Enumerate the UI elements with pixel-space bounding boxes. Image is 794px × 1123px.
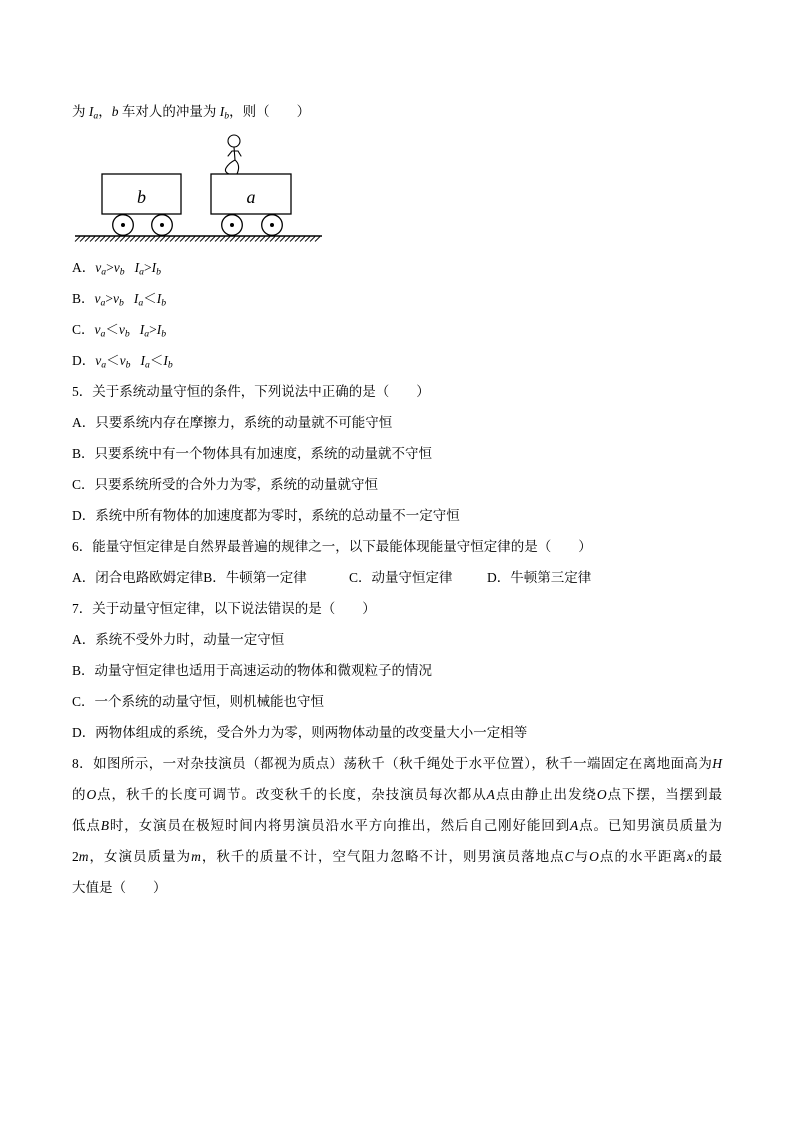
math-subscript: a bbox=[139, 266, 144, 278]
text-run: 时，女演员在极短时间内将男演员沿水平方向推出，然后自己刚好能回到 bbox=[109, 818, 570, 833]
math-variable: O bbox=[86, 787, 97, 802]
math-variable: I bbox=[151, 260, 157, 275]
ground-hatch bbox=[230, 237, 235, 242]
ground-hatch bbox=[205, 237, 210, 242]
math-subscript: a bbox=[100, 328, 106, 340]
text-run: 点由静止出发绕 bbox=[494, 787, 597, 802]
ground-hatch bbox=[295, 237, 300, 242]
ground-hatch bbox=[315, 237, 320, 242]
math-subscript: b bbox=[167, 359, 173, 371]
text-run: 点。已知男演员质量为 bbox=[578, 818, 723, 833]
ground-hatch bbox=[190, 237, 195, 242]
ground-hatch bbox=[75, 237, 80, 242]
ground-hatch bbox=[280, 237, 285, 242]
ground-hatch bbox=[215, 237, 220, 242]
math-subscript: b bbox=[161, 297, 167, 309]
math-variable: I bbox=[133, 291, 139, 306]
math-variable: v bbox=[95, 260, 102, 275]
ground-hatch bbox=[225, 237, 230, 242]
math-variable: I bbox=[219, 104, 225, 119]
text-run: B． bbox=[72, 291, 95, 306]
text-run: 8．如图所示，一对杂技演员（都视为质点）荡秋千（秋千绳处于水平位置），秋千一端固定在离地面高为 bbox=[72, 756, 713, 771]
math-variable: I bbox=[88, 104, 94, 119]
math-subscript: a bbox=[93, 110, 99, 122]
text-run: ＜ bbox=[143, 291, 157, 306]
ground-hatch bbox=[220, 237, 225, 242]
q5-option-d[interactable]: D．系统中所有物体的加速度都为零时，系统的总动量不一定守恒 bbox=[72, 508, 460, 523]
text-run: 的 bbox=[72, 787, 87, 802]
q5-option-b[interactable]: B．只要系统中有一个物体具有加速度，系统的动量就不守恒 bbox=[72, 446, 433, 461]
q4-option-b[interactable] bbox=[72, 283, 722, 314]
text-run: ＜ bbox=[105, 322, 119, 337]
math-variable: H bbox=[712, 756, 722, 771]
math-variable: v bbox=[113, 291, 119, 306]
q8-stem-line-3 bbox=[72, 810, 722, 841]
math-variable: I bbox=[139, 322, 145, 337]
q7-option-b[interactable]: B．动量守恒定律也适用于高速运动的物体和微观粒子的情况 bbox=[72, 663, 433, 678]
text-run: 2 bbox=[72, 849, 79, 864]
text-run: A． bbox=[72, 260, 96, 275]
q7-option-a[interactable]: A．系统不受外力时，动量一定守恒 bbox=[72, 632, 285, 647]
math-subscript: b bbox=[119, 266, 125, 278]
figure-legs bbox=[225, 160, 238, 174]
text-run: > bbox=[106, 260, 114, 275]
text-run: ＜ bbox=[106, 353, 120, 368]
ground-hatch bbox=[310, 237, 315, 242]
math-variable: I bbox=[134, 260, 140, 275]
cart-b-label: b bbox=[137, 187, 146, 207]
ground-hatch bbox=[245, 237, 250, 242]
ground-hatch bbox=[165, 237, 170, 242]
q6-option-c[interactable]: C．动量守恒定律 bbox=[349, 570, 453, 585]
q5-option-a[interactable]: A．只要系统内存在摩擦力，系统的动量就不可能守恒 bbox=[72, 415, 393, 430]
ground-hatch bbox=[120, 237, 125, 242]
text-run: ，则（ ） bbox=[229, 104, 311, 119]
ground-hatch bbox=[235, 237, 240, 242]
ground-hatch bbox=[150, 237, 155, 242]
math-variable: O bbox=[589, 849, 599, 864]
text-run: 点下摆，当摆到最 bbox=[606, 787, 723, 802]
q5-option-c[interactable]: C．只要系统所受的合外力为零，系统的动量就守恒 bbox=[72, 477, 379, 492]
ground-hatch bbox=[145, 237, 150, 242]
q7-stem: 7．关于动量守恒定律，以下说法错误的是（ ） bbox=[72, 601, 376, 616]
math-variable: B bbox=[100, 818, 110, 833]
ground-hatch bbox=[110, 237, 115, 242]
q6-option-b[interactable]: B．牛顿第一定律 bbox=[203, 570, 307, 585]
ground-hatch bbox=[250, 237, 255, 242]
figure-torso bbox=[234, 147, 235, 160]
ground-hatch bbox=[290, 237, 295, 242]
ground-hatch bbox=[300, 237, 305, 242]
math-variable: v bbox=[113, 260, 120, 275]
ground-hatch bbox=[200, 237, 205, 242]
math-variable: A bbox=[569, 818, 579, 833]
text-run: > bbox=[143, 260, 152, 275]
math-variable: I bbox=[156, 291, 162, 306]
ground-hatch bbox=[260, 237, 265, 242]
cart-b-wheel-left-axle bbox=[121, 223, 125, 227]
text-run: > bbox=[105, 291, 113, 306]
ground-hatch bbox=[270, 237, 275, 242]
q4-option-c[interactable] bbox=[72, 314, 722, 345]
page-content bbox=[72, 96, 722, 903]
ground-hatch bbox=[80, 237, 85, 242]
q6-stem: 6．能量守恒定律是自然界最普遍的规律之一，以下最能体现能量守恒定律的是（ ） bbox=[72, 539, 592, 554]
ground-hatch bbox=[255, 237, 260, 242]
math-variable: v bbox=[94, 291, 101, 306]
ground-hatch bbox=[180, 237, 185, 242]
q7-option-d[interactable]: D．两物体组成的系统，受合外力为零，则两物体动量的改变量大小一定相等 bbox=[72, 725, 528, 740]
q6-option-d[interactable]: D．牛顿第三定律 bbox=[487, 570, 592, 585]
text-run: 的最 bbox=[693, 849, 723, 864]
q8-stem-line-5 bbox=[72, 872, 722, 903]
math-variable: m bbox=[191, 849, 201, 864]
math-variable: x bbox=[687, 849, 693, 864]
cart-a bbox=[211, 174, 291, 235]
ground-hatch bbox=[115, 237, 120, 242]
ground-hatch bbox=[305, 237, 310, 242]
q4-option-d[interactable] bbox=[72, 345, 722, 376]
text-run: ，女演员质量为 bbox=[88, 849, 192, 864]
ground-hatch bbox=[85, 237, 90, 242]
ground-hatch bbox=[275, 237, 280, 242]
q6-options-row bbox=[72, 562, 722, 593]
text-run: 车对人的冲量为 bbox=[118, 104, 220, 119]
ground-hatch bbox=[100, 237, 105, 242]
math-subscript: a bbox=[144, 359, 150, 371]
cart-a-label: a bbox=[246, 187, 256, 207]
math-variable: v bbox=[118, 322, 125, 337]
ground-hatch bbox=[140, 237, 145, 242]
math-subscript: a bbox=[144, 328, 150, 340]
math-variable: A bbox=[486, 787, 495, 802]
q8-stem-line-1 bbox=[72, 748, 722, 779]
cart-b-wheel-right-axle bbox=[160, 223, 164, 227]
math-subscript: b bbox=[119, 297, 124, 309]
ground-hatch bbox=[130, 237, 135, 242]
ground-hatch bbox=[90, 237, 95, 242]
ground-hatch bbox=[105, 237, 110, 242]
q5-stem: 5．关于系统动量守恒的条件，下列说法中正确的是（ ） bbox=[72, 384, 430, 399]
math-subscript: b bbox=[161, 328, 167, 340]
math-variable: v bbox=[95, 353, 102, 368]
ground-hatch bbox=[160, 237, 165, 242]
q8-stem-line-2 bbox=[72, 779, 722, 810]
math-subscript: b bbox=[124, 328, 130, 340]
q6-option-a[interactable]: A．闭合电路欧姆定律 bbox=[72, 570, 204, 585]
math-subscript: b bbox=[224, 110, 230, 122]
text-run: ＜ bbox=[149, 353, 164, 368]
math-subscript: a bbox=[101, 359, 107, 371]
text-run: ， bbox=[98, 104, 112, 119]
ground-hatch bbox=[195, 237, 200, 242]
ground-hatch bbox=[265, 237, 270, 242]
ground-hatch bbox=[125, 237, 130, 242]
cart-diagram bbox=[72, 127, 332, 251]
math-variable: v bbox=[94, 322, 101, 337]
cart-a-wheel-right-axle bbox=[270, 223, 274, 227]
text-run: 与 bbox=[573, 849, 590, 864]
math-variable: C bbox=[564, 849, 574, 864]
q7-option-c[interactable]: C．一个系统的动量守恒，则机械能也守恒 bbox=[72, 694, 325, 709]
ground-hatch bbox=[170, 237, 175, 242]
text-run: ，秋千的质量不计，空气阻力忽略不计，则男演员落地点 bbox=[200, 849, 565, 864]
ground-hatch bbox=[135, 237, 140, 242]
text-run: 低点 bbox=[72, 818, 101, 833]
text-run: 点，秋千的长度可调节。改变秋千的长度，杂技演员每次都从 bbox=[96, 787, 487, 802]
figure-head bbox=[228, 135, 240, 147]
ground-hatch bbox=[240, 237, 245, 242]
ground-hatch bbox=[95, 237, 100, 242]
q4-figure bbox=[72, 127, 722, 252]
math-variable: I bbox=[163, 353, 168, 368]
cart-a-wheel-left-axle bbox=[230, 223, 234, 227]
ground-hatch bbox=[155, 237, 160, 242]
math-variable: m bbox=[78, 849, 89, 864]
ground-hatch bbox=[210, 237, 215, 242]
math-variable: v bbox=[119, 353, 126, 368]
math-variable: I bbox=[156, 322, 162, 337]
text-run: > bbox=[149, 322, 157, 337]
ground bbox=[75, 236, 322, 242]
math-variable: b bbox=[111, 104, 119, 119]
text-run: D． bbox=[72, 353, 96, 368]
math-variable: I bbox=[140, 353, 145, 368]
math-subscript: b bbox=[125, 359, 131, 371]
cart-b bbox=[102, 174, 181, 235]
q8-stem-line-4 bbox=[72, 841, 722, 872]
ground-hatch bbox=[185, 237, 190, 242]
text-run: C． bbox=[72, 322, 95, 337]
ground-hatch bbox=[175, 237, 180, 242]
q4-option-a[interactable] bbox=[72, 252, 722, 283]
text-run: 点的水平距离 bbox=[598, 849, 687, 864]
stick-figure bbox=[225, 135, 241, 174]
math-subscript: a bbox=[101, 266, 107, 278]
text-run: 大值是（ ） bbox=[72, 880, 167, 895]
q4-stem-tail bbox=[72, 96, 722, 127]
math-subscript: b bbox=[156, 266, 161, 278]
math-subscript: a bbox=[138, 297, 144, 309]
math-subscript: a bbox=[100, 297, 106, 309]
ground-hatch bbox=[285, 237, 290, 242]
text-run: 为 bbox=[72, 104, 89, 119]
math-variable: O bbox=[596, 787, 607, 802]
